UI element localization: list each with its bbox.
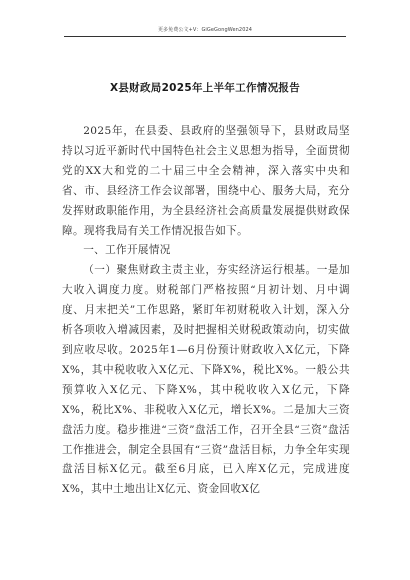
header-note: 更多免费公文+V：GiGeGongWen2024 — [157, 27, 253, 33]
section-heading: 一、工作开展情况 — [83, 244, 171, 257]
document-body — [62, 122, 350, 500]
header-divider — [64, 36, 346, 37]
document-title: X县财政局2025年上半年工作情况报告 — [109, 82, 301, 94]
intro-paragraph: 2025年，在县委、县政府的坚强领导下，县财政局坚持以习近平新时代中国特色社会主义思想为指导，全面贯彻党的XX大和党的二十届三中全会精神，深入落实中央和省、市、县经济工作会议部署，围绕中心、服务大局，充分发挥财政职能作用，为全县经济社会高质量发展提供财政保障。现将我局有关工作情况报告如下。 — [62, 125, 350, 237]
body-paragraph: （一）聚焦财政主责主业，夯实经济运行根基。一是加大收入调度力度。财税部门严格按照“月初计划、月中调度、月末把关”工作思路，紧盯年初财税收入计划，深入分析各项收入增减因素，及时把握相关财税政策动向，切实做到应收尽收。2025年1—6月份预计财政收入X亿元，下降X%，其中税收收入X亿元、下降X%，税比X%。一般公共预算收入X亿元、下降X%，其中税收收入X亿元，下降X%，税比X%、非税收入X亿元，增长X%。二是加大三资盘活力度。稳步推进“三资”盘活工作，召开全县“三资”盘活工作推进会，制定全县国有“三资”盘活目标，力争全年实现盘活目标X亿元。截至6月底，已入库X亿元，完成进度X%，其中土地出让X亿元、资金回收X亿 — [62, 264, 350, 496]
